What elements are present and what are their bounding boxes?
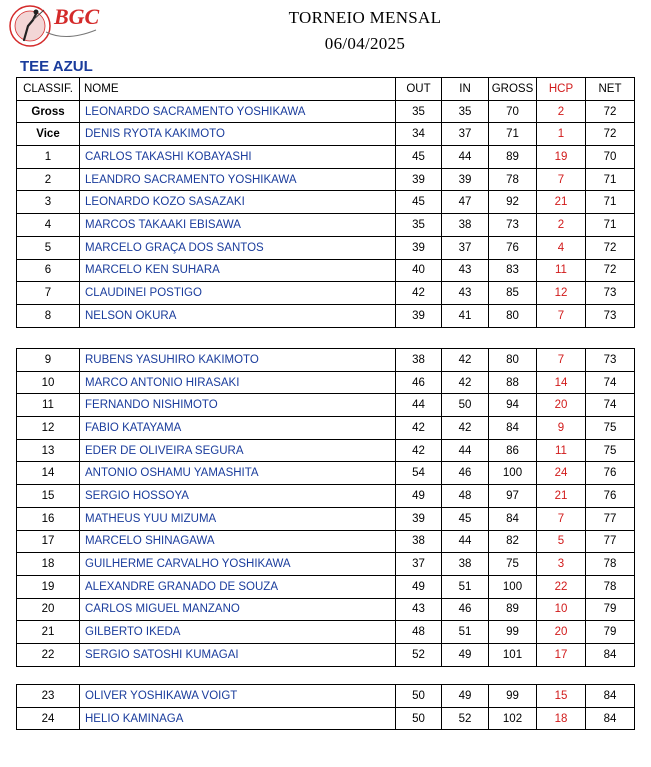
gross-cell: 99 (489, 621, 537, 644)
tournament-date: 06/04/2025 (324, 34, 406, 53)
net-cell: 71 (586, 214, 635, 237)
table-row (17, 685, 635, 708)
in-cell: 49 (442, 643, 489, 666)
classif-cell: 11 (17, 394, 80, 417)
col-in: IN (442, 78, 489, 101)
table-row (17, 191, 635, 214)
player-name: MARCOS TAKAAKI EBISAWA (80, 214, 396, 237)
classif-cell: 13 (17, 439, 80, 462)
in-cell: 42 (442, 371, 489, 394)
player-name: GILBERTO IKEDA (80, 621, 396, 644)
table-row (17, 349, 635, 372)
gross-cell: 78 (489, 168, 537, 191)
player-name: MARCO ANTONIO HIRASAKI (80, 371, 396, 394)
in-cell: 48 (442, 485, 489, 508)
net-cell: 71 (586, 168, 635, 191)
in-cell: 38 (442, 214, 489, 237)
table-row (17, 707, 635, 730)
hcp-cell: 9 (537, 417, 586, 440)
classif-cell: 2 (17, 168, 80, 191)
player-name: NELSON OKURA (80, 304, 396, 327)
player-name: LEANDRO SACRAMENTO YOSHIKAWA (80, 168, 396, 191)
net-cell: 71 (586, 191, 635, 214)
hcp-cell: 22 (537, 575, 586, 598)
gross-cell: 85 (489, 282, 537, 305)
in-cell: 52 (442, 707, 489, 730)
player-name: GUILHERME CARVALHO YOSHIKAWA (80, 553, 396, 576)
net-cell: 78 (586, 553, 635, 576)
player-name: EDER DE OLIVEIRA SEGURA (80, 439, 396, 462)
classif-cell: Vice (17, 123, 80, 146)
player-name: MARCELO KEN SUHARA (80, 259, 396, 282)
net-cell: 76 (586, 462, 635, 485)
table-row (17, 168, 635, 191)
out-cell: 39 (396, 168, 442, 191)
gross-cell: 102 (489, 707, 537, 730)
gross-cell: 94 (489, 394, 537, 417)
in-cell: 37 (442, 236, 489, 259)
tournament-title: TORNEIO MENSAL (288, 8, 442, 27)
table-row (17, 146, 635, 169)
hcp-cell: 11 (537, 439, 586, 462)
classif-cell: 19 (17, 575, 80, 598)
gross-cell: 82 (489, 530, 537, 553)
classif-cell: 10 (17, 371, 80, 394)
table-row (17, 575, 635, 598)
gross-cell: 73 (489, 214, 537, 237)
table-row (17, 394, 635, 417)
table-row (17, 417, 635, 440)
table-row (17, 530, 635, 553)
hcp-cell: 7 (537, 304, 586, 327)
classif-cell: 18 (17, 553, 80, 576)
player-name: FERNANDO NISHIMOTO (80, 394, 396, 417)
in-cell: 43 (442, 282, 489, 305)
results-table-3 (16, 684, 635, 730)
hcp-cell: 15 (537, 685, 586, 708)
net-cell: 72 (586, 236, 635, 259)
out-cell: 35 (396, 100, 442, 123)
hcp-cell: 24 (537, 462, 586, 485)
in-cell: 42 (442, 349, 489, 372)
table-row (17, 485, 635, 508)
table-row (17, 304, 635, 327)
hcp-cell: 7 (537, 507, 586, 530)
player-name: MARCELO SHINAGAWA (80, 530, 396, 553)
player-name: ALEXANDRE GRANADO DE SOUZA (80, 575, 396, 598)
in-cell: 39 (442, 168, 489, 191)
net-cell: 75 (586, 417, 635, 440)
table-row (17, 507, 635, 530)
in-cell: 51 (442, 575, 489, 598)
player-name: CLAUDINEI POSTIGO (80, 282, 396, 305)
gross-cell: 75 (489, 553, 537, 576)
classif-cell: 15 (17, 485, 80, 508)
results-table-1 (16, 77, 635, 328)
col-classif: CLASSIF. (17, 78, 80, 101)
net-cell: 73 (586, 304, 635, 327)
net-cell: 72 (586, 123, 635, 146)
gross-cell: 100 (489, 575, 537, 598)
col-hcp: HCP (537, 78, 586, 101)
hcp-cell: 10 (537, 598, 586, 621)
gross-cell: 99 (489, 685, 537, 708)
gross-cell: 80 (489, 304, 537, 327)
table-row (17, 214, 635, 237)
table-row (17, 371, 635, 394)
in-cell: 43 (442, 259, 489, 282)
in-cell: 38 (442, 553, 489, 576)
out-cell: 52 (396, 643, 442, 666)
out-cell: 46 (396, 371, 442, 394)
out-cell: 42 (396, 439, 442, 462)
classif-cell: 20 (17, 598, 80, 621)
gross-cell: 89 (489, 146, 537, 169)
net-cell: 74 (586, 394, 635, 417)
out-cell: 50 (396, 707, 442, 730)
hcp-cell: 2 (537, 214, 586, 237)
table-row (17, 621, 635, 644)
hcp-cell: 7 (537, 168, 586, 191)
player-name: SERGIO SATOSHI KUMAGAI (80, 643, 396, 666)
hcp-cell: 14 (537, 371, 586, 394)
player-name: SERGIO HOSSOYA (80, 485, 396, 508)
in-cell: 37 (442, 123, 489, 146)
net-cell: 77 (586, 530, 635, 553)
out-cell: 34 (396, 123, 442, 146)
club-logo (6, 2, 102, 56)
hcp-cell: 11 (537, 259, 586, 282)
player-name: ANTONIO OSHAMU YAMASHITA (80, 462, 396, 485)
net-cell: 79 (586, 598, 635, 621)
classif-cell: 16 (17, 507, 80, 530)
table-row (17, 643, 635, 666)
gross-cell: 71 (489, 123, 537, 146)
classif-cell: 24 (17, 707, 80, 730)
in-cell: 46 (442, 598, 489, 621)
out-cell: 43 (396, 598, 442, 621)
out-cell: 39 (396, 304, 442, 327)
gross-cell: 83 (489, 259, 537, 282)
out-cell: 48 (396, 621, 442, 644)
player-name: CARLOS MIGUEL MANZANO (80, 598, 396, 621)
classif-cell: 3 (17, 191, 80, 214)
classif-cell: 8 (17, 304, 80, 327)
net-cell: 79 (586, 621, 635, 644)
gross-cell: 88 (489, 371, 537, 394)
in-cell: 35 (442, 100, 489, 123)
player-name: DENIS RYOTA KAKIMOTO (80, 123, 396, 146)
classif-cell: 23 (17, 685, 80, 708)
net-cell: 84 (586, 643, 635, 666)
out-cell: 50 (396, 685, 442, 708)
classif-cell: 6 (17, 259, 80, 282)
in-cell: 45 (442, 507, 489, 530)
out-cell: 39 (396, 236, 442, 259)
in-cell: 51 (442, 621, 489, 644)
out-cell: 49 (396, 575, 442, 598)
hcp-cell: 7 (537, 349, 586, 372)
net-cell: 84 (586, 685, 635, 708)
col-gross: GROSS (489, 78, 537, 101)
gross-cell: 100 (489, 462, 537, 485)
table-row (17, 282, 635, 305)
out-cell: 39 (396, 507, 442, 530)
table-row (17, 259, 635, 282)
in-cell: 46 (442, 462, 489, 485)
classif-cell: 4 (17, 214, 80, 237)
gross-cell: 76 (489, 236, 537, 259)
out-cell: 54 (396, 462, 442, 485)
in-cell: 44 (442, 439, 489, 462)
gross-cell: 86 (489, 439, 537, 462)
hcp-cell: 4 (537, 236, 586, 259)
player-name: LEONARDO KOZO SASAZAKI (80, 191, 396, 214)
hcp-cell: 12 (537, 282, 586, 305)
table-row (17, 598, 635, 621)
svg-text:BGC: BGC (54, 4, 100, 29)
classif-cell: 9 (17, 349, 80, 372)
gross-cell: 84 (489, 417, 537, 440)
out-cell: 38 (396, 530, 442, 553)
hcp-cell: 21 (537, 485, 586, 508)
net-cell: 75 (586, 439, 635, 462)
table-row (17, 439, 635, 462)
out-cell: 49 (396, 485, 442, 508)
net-cell: 73 (586, 349, 635, 372)
in-cell: 44 (442, 530, 489, 553)
results-table-2 (16, 348, 635, 667)
in-cell: 41 (442, 304, 489, 327)
hcp-cell: 18 (537, 707, 586, 730)
table-row (17, 462, 635, 485)
gross-cell: 92 (489, 191, 537, 214)
player-name: MARCELO GRAÇA DOS SANTOS (80, 236, 396, 259)
hcp-cell: 1 (537, 123, 586, 146)
hcp-cell: 20 (537, 621, 586, 644)
player-name: MATHEUS YUU MIZUMA (80, 507, 396, 530)
col-out: OUT (396, 78, 442, 101)
player-name: HELIO KAMINAGA (80, 707, 396, 730)
out-cell: 44 (396, 394, 442, 417)
table-row (17, 100, 635, 123)
net-cell: 70 (586, 146, 635, 169)
table-row (17, 553, 635, 576)
gross-cell: 80 (489, 349, 537, 372)
in-cell: 49 (442, 685, 489, 708)
net-cell: 73 (586, 282, 635, 305)
classif-cell: 12 (17, 417, 80, 440)
out-cell: 37 (396, 553, 442, 576)
hcp-cell: 3 (537, 553, 586, 576)
net-cell: 78 (586, 575, 635, 598)
table-header-row (17, 78, 635, 101)
player-name: LEONARDO SACRAMENTO YOSHIKAWA (80, 100, 396, 123)
classif-cell: 17 (17, 530, 80, 553)
classif-cell: 22 (17, 643, 80, 666)
player-name: FABIO KATAYAMA (80, 417, 396, 440)
classif-cell: Gross (17, 100, 80, 123)
classif-cell: 5 (17, 236, 80, 259)
gross-cell: 84 (489, 507, 537, 530)
net-cell: 84 (586, 707, 635, 730)
hcp-cell: 17 (537, 643, 586, 666)
out-cell: 45 (396, 191, 442, 214)
gross-cell: 89 (489, 598, 537, 621)
in-cell: 50 (442, 394, 489, 417)
player-name: CARLOS TAKASHI KOBAYASHI (80, 146, 396, 169)
player-name: OLIVER YOSHIKAWA VOIGT (80, 685, 396, 708)
net-cell: 74 (586, 371, 635, 394)
table-row (17, 123, 635, 146)
in-cell: 47 (442, 191, 489, 214)
gross-cell: 97 (489, 485, 537, 508)
net-cell: 72 (586, 100, 635, 123)
in-cell: 44 (442, 146, 489, 169)
hcp-cell: 19 (537, 146, 586, 169)
out-cell: 35 (396, 214, 442, 237)
table-row (17, 236, 635, 259)
classif-cell: 21 (17, 621, 80, 644)
in-cell: 42 (442, 417, 489, 440)
out-cell: 38 (396, 349, 442, 372)
classif-cell: 7 (17, 282, 80, 305)
net-cell: 72 (586, 259, 635, 282)
gross-cell: 70 (489, 100, 537, 123)
hcp-cell: 2 (537, 100, 586, 123)
out-cell: 42 (396, 282, 442, 305)
net-cell: 76 (586, 485, 635, 508)
classif-cell: 14 (17, 462, 80, 485)
hcp-cell: 21 (537, 191, 586, 214)
player-name: RUBENS YASUHIRO KAKIMOTO (80, 349, 396, 372)
tee-label: TEE AZUL (20, 58, 93, 75)
gross-cell: 101 (489, 643, 537, 666)
net-cell: 77 (586, 507, 635, 530)
out-cell: 40 (396, 259, 442, 282)
hcp-cell: 5 (537, 530, 586, 553)
hcp-cell: 20 (537, 394, 586, 417)
out-cell: 42 (396, 417, 442, 440)
out-cell: 45 (396, 146, 442, 169)
col-net: NET (586, 78, 635, 101)
classif-cell: 1 (17, 146, 80, 169)
col-nome: NOME (80, 78, 396, 101)
